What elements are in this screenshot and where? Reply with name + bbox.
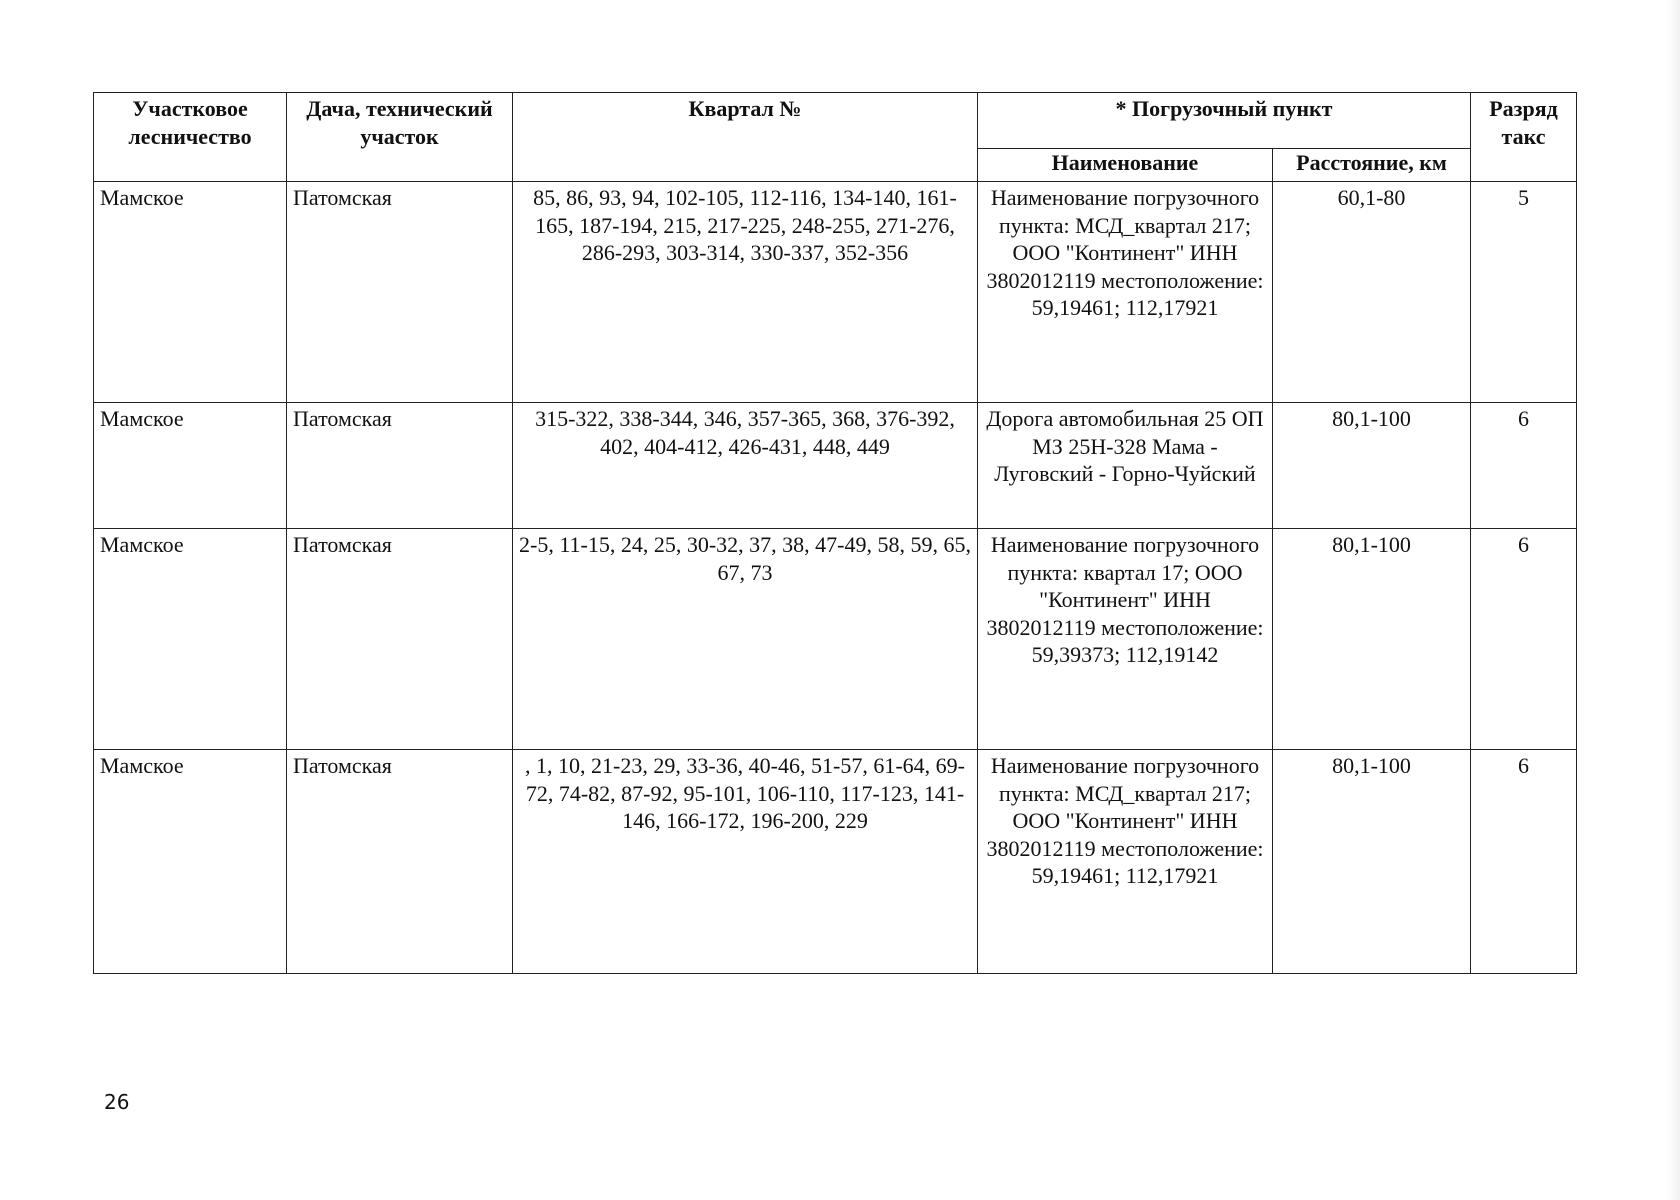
table-row bbox=[94, 750, 1577, 974]
cell-kvartal: 2-5, 11-15, 24, 25, 30-32, 37, 38, 47-49, 58, 59, 65, 67, 73 bbox=[513, 529, 978, 750]
cell-rank: 5 bbox=[1471, 182, 1577, 403]
page-number: 26 bbox=[104, 1090, 130, 1114]
table-body bbox=[94, 182, 1577, 974]
cell-dacha: Патомская bbox=[287, 529, 513, 750]
cell-rank: 6 bbox=[1471, 403, 1577, 529]
header-kvartal: Квартал № bbox=[513, 93, 978, 182]
cell-forestry: Мамское bbox=[94, 750, 287, 974]
cell-kvartal: 315-322, 338-344, 346, 357-365, 368, 376-392, 402, 404-412, 426-431, 448, 449 bbox=[513, 403, 978, 529]
table-header bbox=[94, 93, 1577, 182]
cell-loading-point-name: Наименование погрузочного пункта: МСД_квартал 217; ООО "Континент" ИНН 3802012119 местоположение: 59,19461; 112,17921 bbox=[978, 182, 1273, 403]
table-row bbox=[94, 182, 1577, 403]
cell-distance: 80,1-100 bbox=[1273, 403, 1471, 529]
header-forestry: Участковое лесничество bbox=[94, 93, 287, 182]
cell-distance: 80,1-100 bbox=[1273, 750, 1471, 974]
cell-kvartal: 85, 86, 93, 94, 102-105, 112-116, 134-140, 161-165, 187-194, 215, 217-225, 248-255, 271-276, 286-293, 303-314, 330-337, 352-356 bbox=[513, 182, 978, 403]
cell-loading-point-name: Наименование погрузочного пункта: квартал 17; ООО "Континент" ИНН 3802012119 местоположение: 59,39373; 112,19142 bbox=[978, 529, 1273, 750]
cell-dacha: Патомская bbox=[287, 403, 513, 529]
header-rank: Разряд такс bbox=[1471, 93, 1577, 182]
cell-kvartal: , 1, 10, 21-23, 29, 33-36, 40-46, 51-57, 61-64, 69-72, 74-82, 87-92, 95-101, 106-110, 117-123, 141-146, 166-172, 196-200, 229 bbox=[513, 750, 978, 974]
header-name: Наименование bbox=[978, 149, 1273, 182]
header-dacha: Дача, технический участок bbox=[287, 93, 513, 182]
cell-dacha: Патомская bbox=[287, 182, 513, 403]
cell-rank: 6 bbox=[1471, 529, 1577, 750]
cell-loading-point-name: Наименование погрузочного пункта: МСД_квартал 217; ООО "Континент" ИНН 3802012119 местоположение: 59,19461; 112,17921 bbox=[978, 750, 1273, 974]
cell-forestry: Мамское bbox=[94, 403, 287, 529]
cell-loading-point-name: Дорога автомобильная 25 ОП МЗ 25Н-328 Мама - Луговский - Горно-Чуйский bbox=[978, 403, 1273, 529]
table-row bbox=[94, 529, 1577, 750]
cell-rank: 6 bbox=[1471, 750, 1577, 974]
loading-points-table bbox=[93, 92, 1577, 974]
cell-forestry: Мамское bbox=[94, 529, 287, 750]
header-row bbox=[94, 93, 1577, 149]
cell-dacha: Патомская bbox=[287, 750, 513, 974]
cell-distance: 80,1-100 bbox=[1273, 529, 1471, 750]
cell-distance: 60,1-80 bbox=[1273, 182, 1471, 403]
scan-edge-shadow bbox=[1666, 0, 1680, 1200]
table-row bbox=[94, 403, 1577, 529]
cell-forestry: Мамское bbox=[94, 182, 287, 403]
header-loading-point: * Погрузочный пункт bbox=[978, 93, 1471, 149]
header-distance: Расстояние, км bbox=[1273, 149, 1471, 182]
